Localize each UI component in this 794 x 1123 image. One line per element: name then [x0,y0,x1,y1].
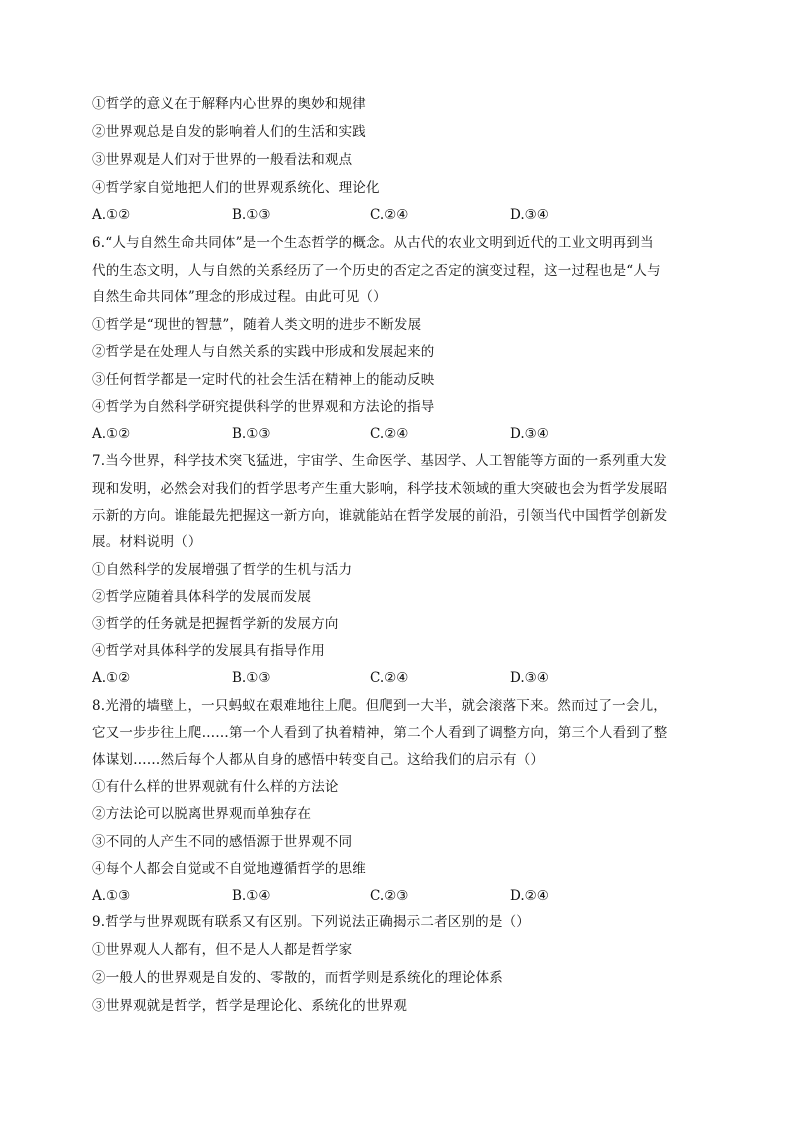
question-7-text: 现和发明，必然会对我们的哲学思考产生重大影响，科学技术领域的重大突破也会为哲学发展昭 [92,481,668,497]
option-statement-2: ②方法论可以脱离世界观而单独存在 [92,806,312,822]
answer-option-a: A.①② [92,426,131,442]
option-statement-3: ③任何哲学都是一定时代的社会生活在精神上的能动反映 [92,372,435,388]
answer-option-b: B.①④ [232,888,271,904]
answer-option-c: C.②④ [370,670,409,686]
answer-option-c: C.②③ [370,888,409,904]
option-statement-2: ②哲学是在处理人与自然关系的实践中形成和发展起来的 [92,344,435,360]
option-statement-4: ④哲学对具体科学的发展具有指导作用 [92,643,325,659]
option-statement-2: ②世界观总是自发的影响着人们的生活和实践 [92,124,366,140]
option-statement-1: ①哲学是“现世的智慧”，随着人类文明的进步不断发展 [92,317,422,333]
answer-option-b: B.①③ [232,426,271,442]
option-statement-4: ④每个人都会自觉或不自觉地遵循哲学的思维 [92,861,366,877]
option-statement-2: ②一般人的世界观是自发的、零散的，而哲学则是系统化的理论体系 [92,970,503,986]
question-8-text: 8.光滑的墙壁上，一只蚂蚁在艰难地往上爬。但爬到一大半，就会滚落下来。然而过了一会儿， [92,698,667,714]
answer-option-a: A.①② [92,670,131,686]
option-statement-1: ①有什么样的世界观就有什么样的方法论 [92,779,339,795]
answer-option-d: D.③④ [510,426,549,442]
option-statement-4: ④哲学家自觉地把人们的世界观系统化、理论化 [92,180,380,196]
option-statement-2: ②哲学应随着具体科学的发展而发展 [92,589,312,605]
question-7-text: 示新的方向。谁能最先把握这一新方向，谁就能站在哲学发展的前沿，引领当代中国哲学创新发 [92,508,668,524]
option-statement-1: ①哲学的意义在于解释内心世界的奥妙和规律 [92,96,366,112]
answer-option-c: C.②④ [370,426,409,442]
option-statement-4: ④哲学为自然科学研究提供科学的世界观和方法论的指导 [92,399,435,415]
option-statement-1: ①自然科学的发展增强了哲学的生机与活力 [92,562,353,578]
answer-option-d: D.③④ [510,670,549,686]
option-statement-3: ③哲学的任务就是把握哲学新的发展方向 [92,616,339,632]
option-statement-3: ③不同的人产生不同的感悟源于世界观不同 [92,834,353,850]
option-statement-3: ③世界观就是哲学，哲学是理论化、系统化的世界观 [92,998,408,1014]
answer-option-a: A.①③ [92,888,131,904]
question-7-text: 7.当今世界，科学技术突飞猛进，宇宙学、生命医学、基因学、人工智能等方面的一系列重大发 [92,453,667,469]
question-6-text: 代的生态文明，人与自然的关系经历了一个历史的否定之否定的演变过程，这一过程也是“人与 [92,263,661,279]
answer-option-b: B.①③ [232,670,271,686]
answer-option-b: B.①③ [232,207,271,223]
question-6-text: 6.“人与自然生命共同体”是一个生态哲学的概念。从古代的农业文明到近代的工业文明再到当 [92,235,654,251]
answer-option-a: A.①② [92,207,131,223]
question-8-text: 它又一步步往上爬……第一个人看到了执着精神，第二个人看到了调整方向，第三个人看到了整 [92,725,668,741]
question-6-text: 自然生命共同体”理念的形成过程。由此可见（） [92,289,387,305]
question-8-text: 体谋划……然后每个人都从自身的感悟中转变自己。这给我们的启示有（） [92,752,545,768]
option-statement-1: ①世界观人人都有，但不是人人都是哲学家 [92,942,353,958]
answer-option-d: D.②④ [510,888,549,904]
answer-option-c: C.②④ [370,207,409,223]
question-9-text: 9.哲学与世界观既有联系又有区别。下列说法正确揭示二者区别的是（） [92,914,530,930]
answer-option-d: D.③④ [510,207,549,223]
question-7-text: 展。材料说明（） [92,534,202,550]
option-statement-3: ③世界观是人们对于世界的一般看法和观点 [92,152,353,168]
